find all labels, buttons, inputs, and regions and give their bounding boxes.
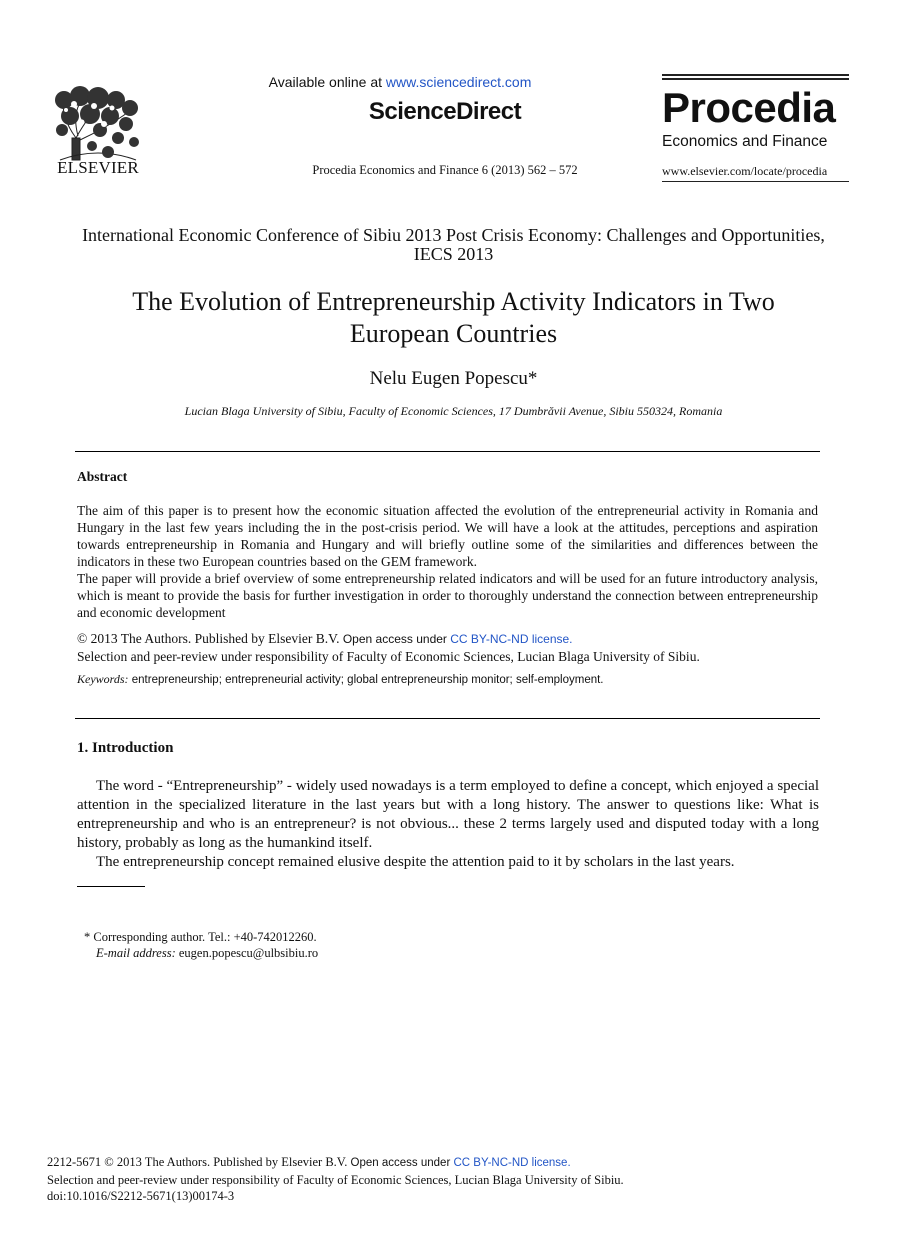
page-footer — [47, 1154, 847, 1205]
keywords-label: Keywords: — [77, 672, 129, 686]
introduction-paragraph-1: The word - “Entrepreneurship” - widely used nowadays is a term employed to define a concept, which enjoyed a special attention in the specialized literature in the last years but with a long history. The answer to questions like: What is entrepreneurship and who is an entrepreneur? is not obvious... these 2 terms largely used and disputed today with a long history, probably as long as the humankind itself. — [77, 778, 819, 851]
abstract-paragraph-1: The aim of this paper is to present how the economic situation affected the evolution of the entrepreneurial activity in Romania and Hungary in the last few years including the in the post-crisis period. We will have a look at the attitudes, perceptions and aspiration towards entrepreneurship in Romania and Hungary and will briefly outline some of the similarities and differences between the indicators in these two European countries based on the GEM framework. — [77, 503, 818, 569]
license-link[interactable]: CC BY-NC-ND license. — [450, 632, 573, 646]
footer-open-access: Open access under — [347, 1157, 454, 1169]
journal-reference: Procedia Economics and Finance 6 (2013) 562 – 572 — [312, 163, 578, 177]
procedia-logo-block — [662, 74, 849, 184]
peer-review-line: Selection and peer-review under responsibility of Faculty of Economic Sciences, Lucian Blaga University of Sibiu. — [77, 649, 700, 664]
email-line — [84, 945, 584, 961]
procedia-top-rule — [662, 74, 849, 76]
open-access-text: Open access under — [339, 632, 451, 646]
procedia-url[interactable]: www.elsevier.com/locate/procedia — [662, 164, 828, 178]
procedia-subtitle: Economics and Finance — [662, 133, 828, 150]
procedia-top-rule-2 — [662, 78, 849, 80]
copyright-line — [77, 630, 818, 648]
footer-issn: 2212-5671 © 2013 The Authors. Published by Elsevier B.V. — [47, 1155, 348, 1169]
keywords-line — [77, 672, 818, 687]
author-name: Nelu Eugen Popescu* — [369, 368, 538, 389]
footer-license-link[interactable]: CC BY-NC-ND license. — [453, 1157, 571, 1169]
procedia-bottom-rule — [662, 181, 849, 182]
sciencedirect-link[interactable]: www.sciencedirect.com — [385, 74, 532, 90]
conference-name: International Economic Conference of Sibiu 2013 Post Crisis Economy: Challenges and Opportunities, IECS 2013 — [82, 225, 825, 264]
email-address[interactable]: eugen.popescu@ulbsibiu.ro — [175, 946, 319, 960]
copyright-block — [77, 630, 818, 665]
introduction-heading: 1. Introduction — [77, 740, 174, 756]
keywords-list: entrepreneurship; entrepreneurial activity; global entrepreneurship monitor; self-employment. — [128, 674, 604, 686]
corresponding-author-line: * Corresponding author. Tel.: +40-742012260. — [84, 930, 317, 944]
email-label: E-mail address: — [96, 946, 176, 960]
footer-doi[interactable]: doi:10.1016/S2212-5671(13)00174-3 — [47, 1189, 235, 1203]
footnote — [84, 929, 584, 961]
author-affiliation: Lucian Blaga University of Sibiu, Faculty of Economic Sciences, 17 Dumbrăvii Avenue, Sibiu 550324, Romania — [184, 404, 723, 418]
abstract-paragraph-2: The paper will provide a brief overview of some entrepreneurship related indicators and will be used for an future introductory analysis, which is meant to provide the basis for further investigation in order to thoroughly understand the connection between entrepreneurship and economic development — [77, 571, 818, 620]
available-online-line — [200, 74, 600, 90]
abstract-heading: Abstract — [77, 469, 128, 484]
paper-title: The Evolution of Entrepreneurship Activity Indicators in Two European Countries — [132, 287, 775, 348]
introduction-paragraph-2: The entrepreneurship concept remained elusive despite the attention paid to it by scholars in the last years. — [96, 854, 735, 870]
sciencedirect-wordmark: ScienceDirect — [368, 98, 522, 125]
copyright-text: © 2013 The Authors. Published by Elsevier B.V. — [77, 631, 340, 646]
elsevier-wordmark: ELSEVIER — [57, 158, 139, 177]
available-text: Available online at — [268, 74, 386, 90]
footnote-rule — [77, 886, 145, 887]
abstract-body — [77, 502, 818, 621]
abstract-top-rule — [75, 451, 820, 452]
introduction-body — [77, 777, 819, 872]
footer-review-line: Selection and peer-review under responsibility of Faculty of Economic Sciences, Lucian Blaga University of Sibiu. — [47, 1172, 624, 1187]
procedia-wordmark: Procedia — [662, 84, 836, 131]
abstract-bottom-rule — [75, 718, 820, 719]
footer-issn-line — [47, 1154, 847, 1172]
